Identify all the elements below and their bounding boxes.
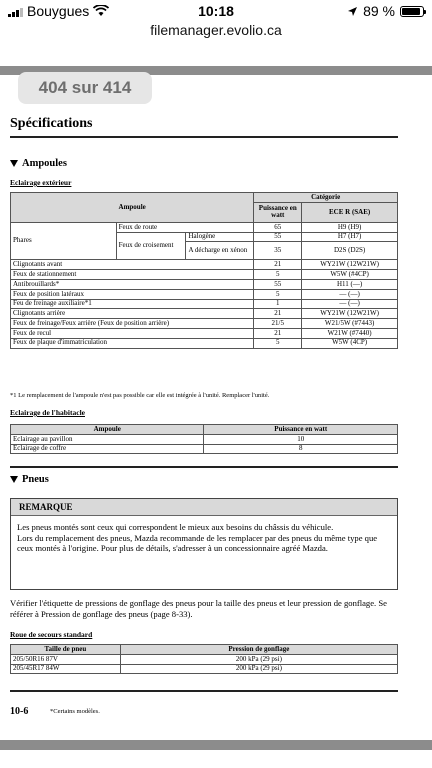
page-note: *Certains modèles. [50, 708, 100, 715]
table-row: A décharge en xénon 35 D2S (D2S) [11, 242, 398, 260]
footer-rule [10, 690, 398, 692]
triangle-icon [10, 160, 18, 167]
subheading-exterior: Eclairage extérieur [10, 178, 72, 187]
table-row: Feux de recul 21 W21W (#7440) [11, 328, 398, 338]
table-row: Phares Feux de route 65 H9 (H9) [11, 222, 398, 232]
remark-paragraph-2: Lors du remplacement des pneus, Mazda recommande de les remplacer par des pneus du même type que ceux montés à l'origine. Pour plus de détails, s'adresser à un concessionnaire agréé Mazda. [17, 532, 378, 554]
interior-lighting-table [10, 424, 398, 454]
table-row: Feux de position latéraux 5 — (—) [11, 289, 398, 299]
url-bar[interactable]: filemanager.evolio.ca [150, 22, 282, 38]
clock: 10:18 [198, 3, 234, 19]
table-row: Feux de croisement Halogène 55 H7 (H7) [11, 232, 398, 242]
table-row: Feu de freinage auxiliaire*1 1 — (—) [11, 299, 398, 309]
page-indicator: 404 sur 414 [18, 72, 152, 104]
remark-paragraph-1: Les pneus montés sont ceux qui correspondent le mieux aux besoins du châssis du véhicule. [17, 522, 334, 532]
carrier-label: Bouygues [27, 3, 90, 19]
table-row: Clignotants arrière 21 WY21W (12W21W) [11, 309, 398, 319]
table-row: Antibrouillards* 55 H11 (—) [11, 279, 398, 289]
page-title: Spécifications [10, 116, 93, 131]
subheading-interior: Eclairage de l'habitacle [10, 408, 85, 417]
col-header-bulb: Ampoule [11, 193, 254, 223]
title-rule [10, 136, 398, 138]
remark-box [10, 498, 398, 590]
section-bulbs-label: Ampoules [22, 158, 67, 169]
battery-percent: 89 % [363, 3, 395, 19]
table-row: Feux de plaque d'immatriculation 5 W5W (4CP) [11, 338, 398, 348]
subheading-spare: Roue de secours standard [10, 630, 93, 639]
col-header-bulb: Ampoule [11, 425, 204, 435]
col-header-category: Catégorie [254, 193, 398, 203]
page-number: 10-6 [10, 706, 29, 717]
exterior-lighting-table [10, 192, 398, 349]
remark-body [11, 516, 397, 554]
table-row: Eclairage de coffre 8 [11, 444, 398, 454]
col-header-pressure: Pression de gonflage [120, 645, 397, 655]
triangle-icon [10, 476, 18, 483]
table-row: 205/50R16 87V 200 kPa (29 psi) [11, 654, 398, 664]
footnote: *1 Le remplacement de l'ampoule n'est pas possible car elle est intégrée à l'unité. Remplacer l'unité. [10, 392, 270, 399]
pressure-paragraph: Vérifier l'étiquette de pressions de gonflage des pneus pour la taille des pneus et leur pression de gonflage. Se référer à Pression de gonflage des pneus (page 8-33). [10, 598, 387, 619]
tire-table [10, 644, 398, 674]
section-heading-tires [10, 474, 49, 485]
section-heading-bulbs [10, 158, 67, 169]
col-header-size: Taille de pneu [11, 645, 121, 655]
table-row: Feux de stationnement 5 W5W (#4CP) [11, 270, 398, 280]
page-bottom-bar [0, 740, 432, 750]
remark-title: REMARQUE [11, 499, 397, 516]
section-tires-label: Pneus [22, 474, 49, 485]
table-row: Clignotants avant 21 WY21W (12W21W) [11, 260, 398, 270]
col-header-ece: ECE R (SAE) [302, 202, 398, 222]
table-row: Feux de freinage/Feux arrière (Feux de position arrière) 21/5 W21/5W (#7443) [11, 319, 398, 329]
table-row: Eclairage au pavillon 10 [11, 434, 398, 444]
table-row: 205/45R17 84W 200 kPa (29 psi) [11, 664, 398, 674]
section-rule [10, 466, 398, 468]
col-header-power: Puissance en watt [204, 425, 398, 435]
col-header-power: Puissance en watt [254, 202, 302, 222]
